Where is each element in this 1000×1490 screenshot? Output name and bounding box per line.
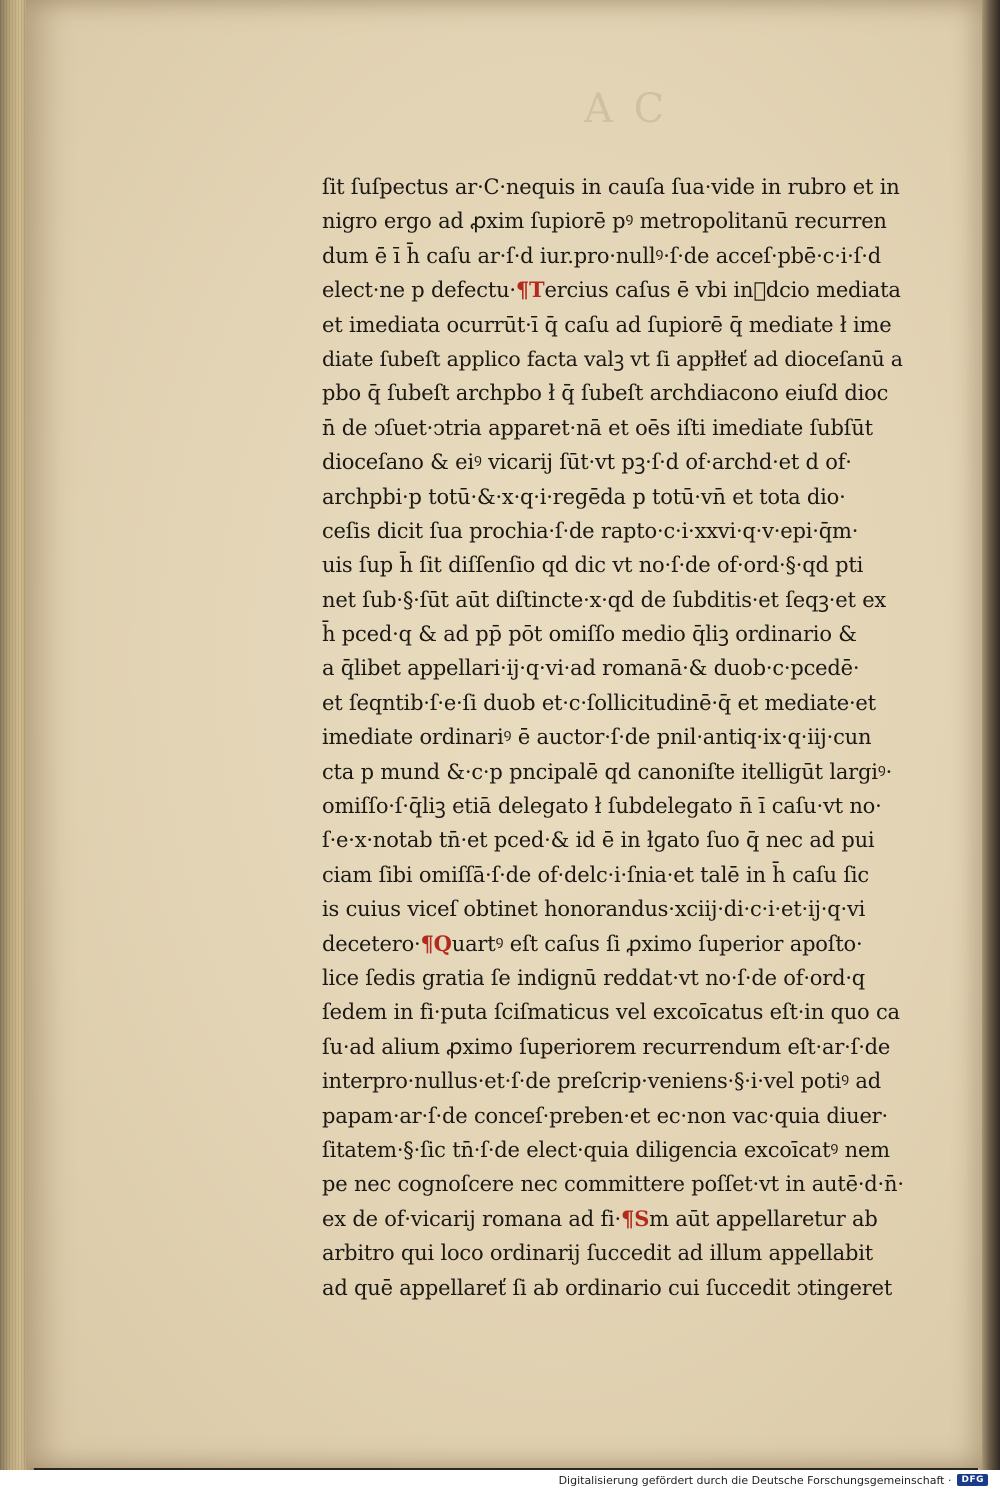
text-line <box>322 273 912 307</box>
line-text-continued: ercius caſus ē vbi inᷓdcio mediata <box>544 278 901 303</box>
line-text: imediate ordinariꝰ ē auctor·ſ·de pnil·antiq·ix·q·iij·cun <box>322 725 872 750</box>
line-text: n̄ de ↄſuet·ↄtria apparet·nā et oēs iſti imediate ſubſūt <box>322 415 873 440</box>
text-line <box>322 204 912 238</box>
text-line <box>322 789 912 823</box>
line-text: ſitatem·§·ſic tn̄·ſ·de elect·quia diligencia excoīcatꝰ nem <box>322 1137 890 1162</box>
text-line <box>322 308 912 342</box>
line-text: h̄ pced·q & ad pp̄ pōt omiſſo medio q̄liꝫ ordinario & <box>322 622 857 647</box>
text-line <box>322 411 912 445</box>
text-line <box>322 961 912 995</box>
rubric-initial: ¶S <box>621 1205 650 1231</box>
text-line <box>322 858 912 892</box>
line-text: et imediata ocurrūt·ī q̄ caſu ad ſupiorē q̄ mediate ł ime <box>322 312 892 337</box>
line-text: dioceſano & eiꝰ vicarij ſūt·vt pꝫ·ſ·d of·archd·et d of· <box>322 450 852 475</box>
text-line <box>322 548 912 582</box>
text-line <box>322 342 912 376</box>
text-line <box>322 892 912 926</box>
line-text: et ſeqntib·ſ·e·ſi duob et·c·ſollicitudinē·q̄ et mediate·et <box>322 690 876 715</box>
line-text: ceſis dicit ſua prochia·ſ·de rapto·c·i·xxvi·q·v·epi·q̄m· <box>322 518 859 543</box>
rubric-initial: ¶T <box>515 277 545 303</box>
text-line <box>322 1236 912 1270</box>
text-line <box>322 823 912 857</box>
text-line <box>322 686 912 720</box>
text-line <box>322 1167 912 1201</box>
line-text: a q̄libet appellari·ij·q·vi·ad romanā·& duob·c·pcedē· <box>322 656 860 681</box>
text-line <box>322 376 912 410</box>
line-text: cta p mund &·c·p pncipalē qd canoniſte itelligūt largiꝰ· <box>322 759 893 784</box>
text-line <box>322 1030 912 1064</box>
line-text: omiſſo·ſ·q̄liꝫ etiā delegato ł ſubdelegato n̄ ī caſu·vt no· <box>322 794 882 819</box>
line-text: ex de of·vicarij romana ad fi· <box>322 1206 622 1231</box>
line-text: ſit ſuſpectus ar·C·nequis in cauſa ſua·vide in rubro et in <box>322 175 900 199</box>
line-text: ſu·ad alium ꝓximo ſuperiorem recurrendum eſt·ar·ſ·de <box>322 1034 891 1059</box>
text-block <box>322 170 912 1305</box>
line-text: ſedem in fi·puta ſciſmaticus vel excoīcatus eſt·in quo ca <box>322 1000 900 1025</box>
line-text: arbitro qui loco ordinarij ſuccedit ad illum appellabit <box>322 1241 873 1266</box>
text-line <box>322 445 912 479</box>
dfg-logo: DFG <box>957 1474 988 1486</box>
text-line <box>322 927 912 961</box>
line-text: ad quē appellareť ſi ab ordinario cui ſuccedit ↄtingeret <box>322 1275 893 1300</box>
line-text: nigro ergo ad ꝓxim ſupiorē pꝰ metropolitanū recurren <box>322 209 887 234</box>
line-text-continued: m aūt appellaretur ab <box>649 1206 878 1231</box>
line-text: net ſub·§·ſūt aūt diſtincte·x·qd de ſubditis·et ſeqꝫ·et ex <box>322 587 887 612</box>
text-line <box>322 583 912 617</box>
text-line <box>322 995 912 1029</box>
text-line <box>322 755 912 789</box>
line-text: pe nec cognoſcere nec committere poſſet·vt in autē·d·n̄· <box>322 1172 904 1197</box>
text-line <box>322 1202 912 1236</box>
text-line <box>322 720 912 754</box>
rubric-initial: ¶Q <box>420 930 452 956</box>
line-text: pbo q̄ ſubeſt archpbo ł q̄ ſubeſt archdiacono eiuſd dioc <box>322 381 889 406</box>
text-line <box>322 480 912 514</box>
line-text: decetero· <box>322 931 421 956</box>
line-text: archpbi·p totū·&·x·q·i·regēda p totū·vn̄ et tota dio· <box>322 484 846 509</box>
text-line <box>322 1099 912 1133</box>
text-line <box>322 1133 912 1167</box>
line-text: elect·ne p defectu· <box>322 278 516 303</box>
line-text: diate ſubeſt applico facta valꝫ vt ſi appłłeť ad dioceſanū a <box>322 346 903 371</box>
line-text: uis ſup h̄ ſit diſſenſio qd dic vt no·ſ·de of·ord·§·qd pti <box>322 553 864 578</box>
text-line <box>322 170 912 204</box>
faint-handwritten-mark: A C <box>584 86 669 132</box>
text-line <box>322 1271 912 1305</box>
line-text: lice ſedis gratia ſe indignū reddat·vt no·ſ·de of·ord·q <box>322 965 866 990</box>
text-line <box>322 239 912 273</box>
footer-credit: Digitalisierung gefördert durch die Deutsche Forschungsgemeinschaft · <box>558 1473 952 1487</box>
line-text: papam·ar·ſ·de conceſ·preben·et ec·non vac·quia diuer· <box>322 1103 888 1128</box>
line-text: ciam ſibi omiſſā·ſ·de of·delc·i·ſnia·et talē in h̄ caſu ſic <box>322 862 869 887</box>
text-line <box>322 617 912 651</box>
text-line <box>322 651 912 685</box>
line-text: interpro·nullus·et·ſ·de preſcrip·veniens·§·i·vel potiꝰ ad <box>322 1069 881 1094</box>
text-line <box>322 1064 912 1098</box>
text-line <box>322 514 912 548</box>
line-text-continued: uartꝰ eſt caſus ſi ꝓximo ſuperior apoſto· <box>451 931 863 956</box>
line-text: ſ·e·x·notab tn̄·et pced·& id ē in łgato ſuo q̄ nec ad pui <box>322 828 875 853</box>
line-text: is cuius viceſ obtinet honorandus·xciij·di·c·i·et·ij·q·vi <box>322 897 866 922</box>
line-text: dum ē ī h̄ caſu ar·ſ·d iur.pro·nullꝰ·ſ·de acceſ·pbē·c·i·ſ·d <box>322 243 881 268</box>
footer-bar <box>0 1470 1000 1490</box>
